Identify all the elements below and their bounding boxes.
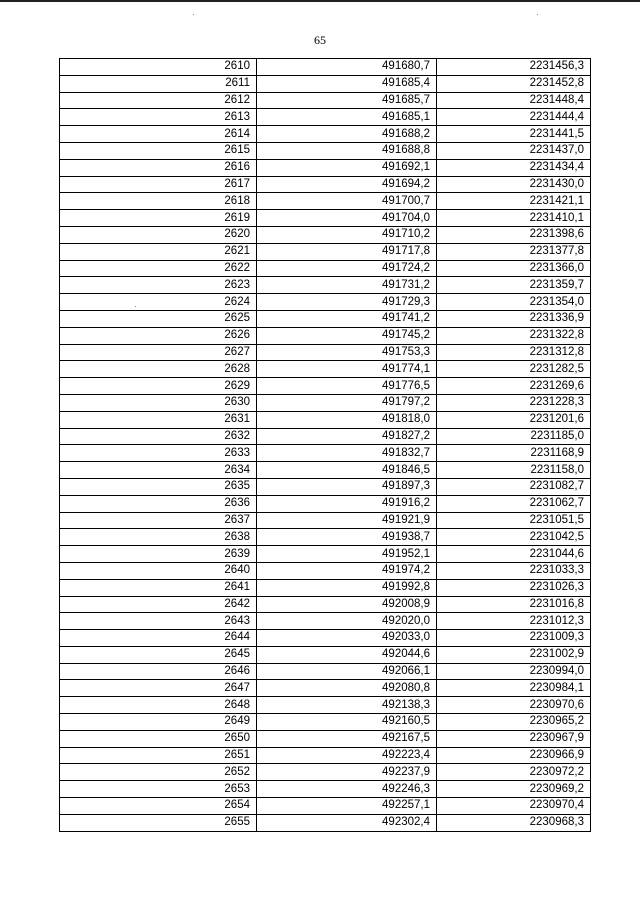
point-number-cell: 2633 (60, 445, 257, 462)
x-coordinate-cell: 492237,9 (257, 764, 437, 781)
y-coordinate-cell: 2231444,4 (437, 109, 591, 126)
coordinates-table-body (60, 59, 591, 832)
y-coordinate-cell: 2231026,3 (437, 579, 591, 596)
x-coordinate-cell: 491745,2 (257, 327, 437, 344)
x-coordinate-cell: 492257,1 (257, 798, 437, 815)
x-coordinate-cell: 491776,5 (257, 378, 437, 395)
y-coordinate-cell: 2231441,5 (437, 126, 591, 143)
point-number-cell: 2651 (60, 747, 257, 764)
table-row (60, 546, 591, 563)
point-number-cell: 2619 (60, 210, 257, 227)
point-number-cell: 2620 (60, 226, 257, 243)
y-coordinate-cell: 2231033,3 (437, 562, 591, 579)
y-coordinate-cell: 2231366,0 (437, 260, 591, 277)
table-row (60, 294, 591, 311)
y-coordinate-cell: 2231082,7 (437, 478, 591, 495)
table-row (60, 142, 591, 159)
point-number-cell: 2637 (60, 512, 257, 529)
x-coordinate-cell: 491846,5 (257, 462, 437, 479)
point-number-cell: 2646 (60, 663, 257, 680)
point-number-cell: 2618 (60, 193, 257, 210)
x-coordinate-cell: 492246,3 (257, 781, 437, 798)
x-coordinate-cell: 492033,0 (257, 630, 437, 647)
point-number-cell: 2614 (60, 126, 257, 143)
y-coordinate-cell: 2230970,6 (437, 697, 591, 714)
x-coordinate-cell: 491729,3 (257, 294, 437, 311)
y-coordinate-cell: 2230970,4 (437, 798, 591, 815)
x-coordinate-cell: 492302,4 (257, 814, 437, 831)
x-coordinate-cell: 492020,0 (257, 613, 437, 630)
table-row (60, 730, 591, 747)
point-number-cell: 2647 (60, 680, 257, 697)
x-coordinate-cell: 492044,6 (257, 646, 437, 663)
table-row (60, 680, 591, 697)
point-number-cell: 2629 (60, 378, 257, 395)
x-coordinate-cell: 492008,9 (257, 596, 437, 613)
table-row (60, 193, 591, 210)
y-coordinate-cell: 2230968,3 (437, 814, 591, 831)
y-coordinate-cell: 2230967,9 (437, 730, 591, 747)
table-row (60, 478, 591, 495)
table-row (60, 814, 591, 831)
table-row (60, 176, 591, 193)
x-coordinate-cell: 491921,9 (257, 512, 437, 529)
table-row (60, 344, 591, 361)
point-number-cell: 2648 (60, 697, 257, 714)
y-coordinate-cell: 2231016,8 (437, 596, 591, 613)
point-number-cell: 2649 (60, 714, 257, 731)
x-coordinate-cell: 491680,7 (257, 59, 437, 76)
x-coordinate-cell: 491731,2 (257, 277, 437, 294)
x-coordinate-cell: 491797,2 (257, 394, 437, 411)
point-number-cell: 2635 (60, 478, 257, 495)
table-row (60, 361, 591, 378)
table-row (60, 260, 591, 277)
y-coordinate-cell: 2231002,9 (437, 646, 591, 663)
y-coordinate-cell: 2230969,2 (437, 781, 591, 798)
x-coordinate-cell: 491704,0 (257, 210, 437, 227)
point-number-cell: 2640 (60, 562, 257, 579)
y-coordinate-cell: 2231269,6 (437, 378, 591, 395)
y-coordinate-cell: 2231044,6 (437, 546, 591, 563)
x-coordinate-cell: 491916,2 (257, 495, 437, 512)
x-coordinate-cell: 492167,5 (257, 730, 437, 747)
y-coordinate-cell: 2231377,8 (437, 243, 591, 260)
point-number-cell: 2616 (60, 159, 257, 176)
table-row (60, 579, 591, 596)
y-coordinate-cell: 2231051,5 (437, 512, 591, 529)
table-row (60, 126, 591, 143)
table-row (60, 596, 591, 613)
point-number-cell: 2622 (60, 260, 257, 277)
table-row (60, 210, 591, 227)
page-top-border (0, 0, 640, 2)
y-coordinate-cell: 2231042,5 (437, 529, 591, 546)
point-number-cell: 2630 (60, 394, 257, 411)
table-row (60, 663, 591, 680)
x-coordinate-cell: 491827,2 (257, 428, 437, 445)
x-coordinate-cell: 491974,2 (257, 562, 437, 579)
point-number-cell: 2612 (60, 92, 257, 109)
y-coordinate-cell: 2230966,9 (437, 747, 591, 764)
point-number-cell: 2642 (60, 596, 257, 613)
table-row (60, 781, 591, 798)
point-number-cell: 2639 (60, 546, 257, 563)
table-row (60, 798, 591, 815)
x-coordinate-cell: 492160,5 (257, 714, 437, 731)
table-row (60, 630, 591, 647)
point-number-cell: 2636 (60, 495, 257, 512)
y-coordinate-cell: 2231434,4 (437, 159, 591, 176)
point-number-cell: 2645 (60, 646, 257, 663)
point-number-cell: 2634 (60, 462, 257, 479)
table-row (60, 613, 591, 630)
y-coordinate-cell: 2231012,3 (437, 613, 591, 630)
table-row (60, 394, 591, 411)
y-coordinate-cell: 2230984,1 (437, 680, 591, 697)
point-number-cell: 2617 (60, 176, 257, 193)
table-row (60, 92, 591, 109)
scan-speck (193, 14, 194, 15)
x-coordinate-cell: 491774,1 (257, 361, 437, 378)
x-coordinate-cell: 492138,3 (257, 697, 437, 714)
y-coordinate-cell: 2231201,6 (437, 411, 591, 428)
point-number-cell: 2653 (60, 781, 257, 798)
y-coordinate-cell: 2231168,9 (437, 445, 591, 462)
x-coordinate-cell: 491897,3 (257, 478, 437, 495)
point-number-cell: 2638 (60, 529, 257, 546)
table-row (60, 310, 591, 327)
y-coordinate-cell: 2231398,6 (437, 226, 591, 243)
x-coordinate-cell: 491685,7 (257, 92, 437, 109)
y-coordinate-cell: 2231456,3 (437, 59, 591, 76)
x-coordinate-cell: 491717,8 (257, 243, 437, 260)
y-coordinate-cell: 2231062,7 (437, 495, 591, 512)
x-coordinate-cell: 491694,2 (257, 176, 437, 193)
table-row (60, 226, 591, 243)
point-number-cell: 2624 (60, 294, 257, 311)
point-number-cell: 2610 (60, 59, 257, 76)
y-coordinate-cell: 2231359,7 (437, 277, 591, 294)
y-coordinate-cell: 2231322,8 (437, 327, 591, 344)
x-coordinate-cell: 491724,2 (257, 260, 437, 277)
y-coordinate-cell: 2230965,2 (437, 714, 591, 731)
x-coordinate-cell: 491700,7 (257, 193, 437, 210)
table-row (60, 59, 591, 76)
point-number-cell: 2655 (60, 814, 257, 831)
point-number-cell: 2632 (60, 428, 257, 445)
table-row (60, 243, 591, 260)
point-number-cell: 2615 (60, 142, 257, 159)
x-coordinate-cell: 491692,1 (257, 159, 437, 176)
x-coordinate-cell: 491818,0 (257, 411, 437, 428)
table-row (60, 109, 591, 126)
y-coordinate-cell: 2231185,0 (437, 428, 591, 445)
y-coordinate-cell: 2231228,3 (437, 394, 591, 411)
table-row (60, 562, 591, 579)
point-number-cell: 2621 (60, 243, 257, 260)
y-coordinate-cell: 2231282,5 (437, 361, 591, 378)
table-row (60, 495, 591, 512)
y-coordinate-cell: 2231437,0 (437, 142, 591, 159)
x-coordinate-cell: 491688,8 (257, 142, 437, 159)
table-row (60, 327, 591, 344)
x-coordinate-cell: 492066,1 (257, 663, 437, 680)
y-coordinate-cell: 2231009,3 (437, 630, 591, 647)
point-number-cell: 2611 (60, 75, 257, 92)
table-row (60, 277, 591, 294)
point-number-cell: 2643 (60, 613, 257, 630)
y-coordinate-cell: 2231354,0 (437, 294, 591, 311)
table-row (60, 697, 591, 714)
table-row (60, 75, 591, 92)
y-coordinate-cell: 2231430,0 (437, 176, 591, 193)
x-coordinate-cell: 491832,7 (257, 445, 437, 462)
x-coordinate-cell: 491952,1 (257, 546, 437, 563)
y-coordinate-cell: 2231421,1 (437, 193, 591, 210)
x-coordinate-cell: 492080,8 (257, 680, 437, 697)
point-number-cell: 2644 (60, 630, 257, 647)
table-row (60, 529, 591, 546)
x-coordinate-cell: 492223,4 (257, 747, 437, 764)
x-coordinate-cell: 491685,4 (257, 75, 437, 92)
table-row (60, 512, 591, 529)
table-row (60, 445, 591, 462)
x-coordinate-cell: 491753,3 (257, 344, 437, 361)
table-row (60, 159, 591, 176)
y-coordinate-cell: 2230994,0 (437, 663, 591, 680)
coordinates-table (59, 58, 591, 832)
point-number-cell: 2627 (60, 344, 257, 361)
y-coordinate-cell: 2231158,0 (437, 462, 591, 479)
table-row (60, 378, 591, 395)
x-coordinate-cell: 491938,7 (257, 529, 437, 546)
y-coordinate-cell: 2231448,4 (437, 92, 591, 109)
point-number-cell: 2650 (60, 730, 257, 747)
point-number-cell: 2628 (60, 361, 257, 378)
point-number-cell: 2631 (60, 411, 257, 428)
table-row (60, 411, 591, 428)
page-number: 65 (314, 33, 326, 47)
x-coordinate-cell: 491688,2 (257, 126, 437, 143)
x-coordinate-cell: 491741,2 (257, 310, 437, 327)
point-number-cell: 2641 (60, 579, 257, 596)
scan-speck (537, 14, 538, 15)
x-coordinate-cell: 491685,1 (257, 109, 437, 126)
table-row (60, 764, 591, 781)
table-row (60, 747, 591, 764)
table-row (60, 462, 591, 479)
table-row (60, 714, 591, 731)
point-number-cell: 2625 (60, 310, 257, 327)
point-number-cell: 2652 (60, 764, 257, 781)
point-number-cell: 2623 (60, 277, 257, 294)
table-row (60, 428, 591, 445)
point-number-cell: 2626 (60, 327, 257, 344)
table-row (60, 646, 591, 663)
y-coordinate-cell: 2231452,8 (437, 75, 591, 92)
x-coordinate-cell: 491992,8 (257, 579, 437, 596)
y-coordinate-cell: 2231410,1 (437, 210, 591, 227)
y-coordinate-cell: 2231312,8 (437, 344, 591, 361)
x-coordinate-cell: 491710,2 (257, 226, 437, 243)
point-number-cell: 2654 (60, 798, 257, 815)
y-coordinate-cell: 2231336,9 (437, 310, 591, 327)
y-coordinate-cell: 2230972,2 (437, 764, 591, 781)
point-number-cell: 2613 (60, 109, 257, 126)
